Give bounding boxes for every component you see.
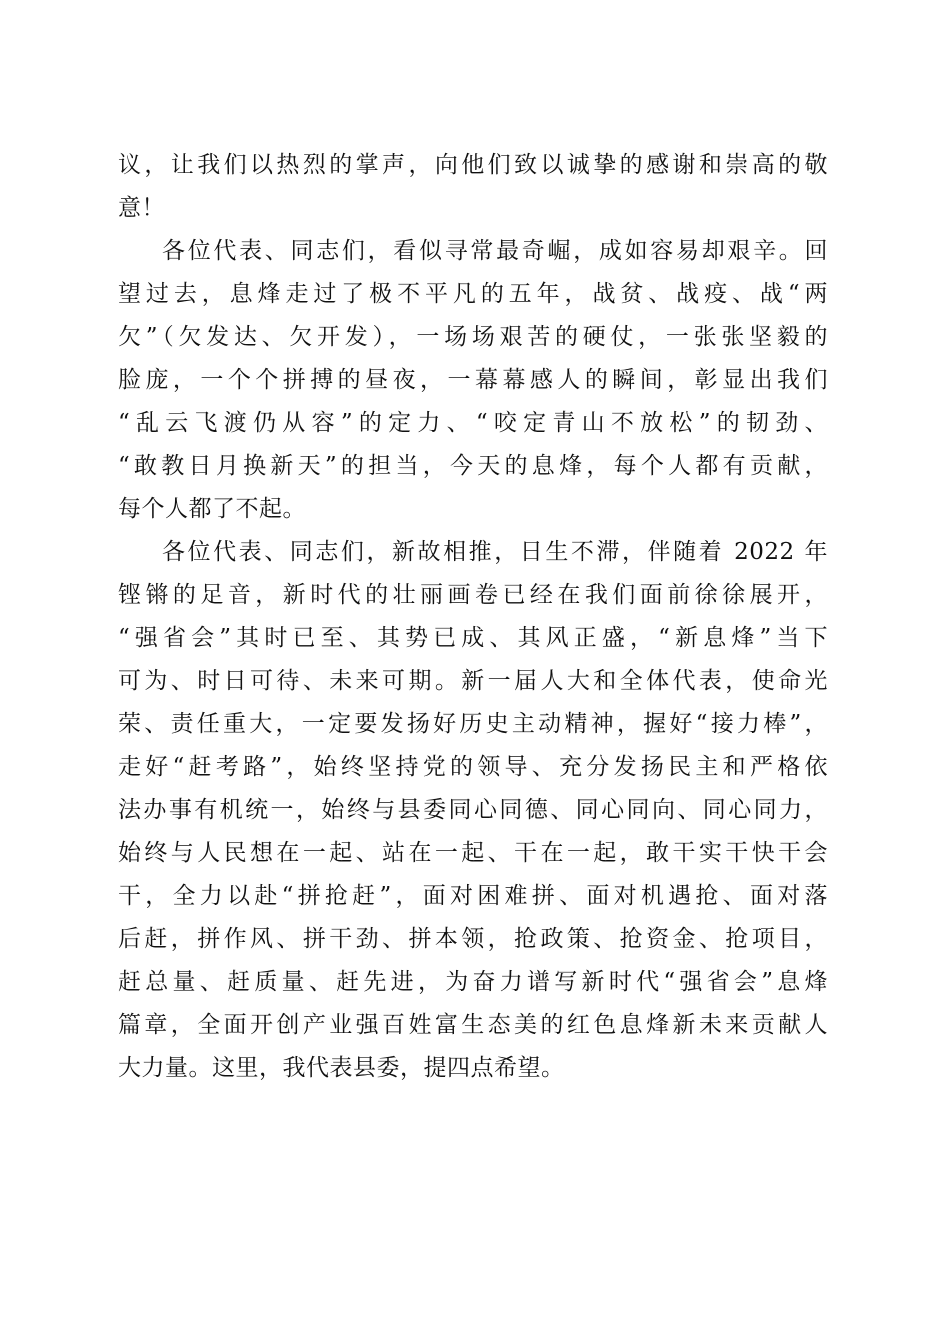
- text-line: “乱云飞渡仍从容”的定力、“咬定青山不放松”的韧劲、: [118, 410, 828, 436]
- text-line: 脸庞，一个个拼搏的昼夜，一幕幕感人的瞬间，彰显出我们: [118, 367, 828, 393]
- text-line: 走好“赶考路”，始终坚持党的领导、充分发扬民主和严格依: [118, 754, 828, 780]
- text-line: 法办事有机统一，始终与县委同心同德、同心同向、同心同力，: [118, 797, 828, 823]
- text-line: 各位代表、同志们，新故相推，日生不滞，伴随着 2022 年: [162, 539, 828, 565]
- text-line: 始终与人民想在一起、站在一起、干在一起，敢干实干快干会: [118, 840, 828, 866]
- text-line: 干，全力以赴“拼抢赶”，面对困难拼、面对机遇抢、面对落: [118, 883, 828, 909]
- text-line: “敢教日月换新天”的担当，今天的息烽，每个人都有贡献，: [118, 453, 828, 479]
- paragraph-1: [118, 145, 828, 231]
- text-line: 铿锵的足音，新时代的壮丽画卷已经在我们面前徐徐展开，: [118, 582, 828, 608]
- paragraph-3: [118, 532, 828, 1091]
- text-line: 每个人都了不起。: [118, 496, 306, 522]
- text-line: 可为、时日可待、未来可期。新一届人大和全体代表，使命光: [118, 668, 828, 694]
- text-line: “强省会”其时已至、其势已成、其风正盛，“新息烽”当下: [118, 625, 828, 651]
- text-line: 赶总量、赶质量、赶先进，为奋力谱写新时代“强省会”息烽: [118, 969, 828, 995]
- paragraph-2: [118, 231, 828, 532]
- text-line: 篇章，全面开创产业强百姓富生态美的红色息烽新未来贡献人: [118, 1012, 828, 1038]
- text-line: 意！: [118, 195, 165, 221]
- text-line: 议，让我们以热烈的掌声，向他们致以诚挚的感谢和崇高的敬: [118, 152, 828, 178]
- document-body: [118, 145, 828, 1091]
- text-line: 欠”（欠发达、欠开发），一场场艰苦的硬仗，一张张坚毅的: [118, 324, 828, 350]
- text-line: 望过去，息烽走过了极不平凡的五年，战贫、战疫、战“两: [118, 281, 828, 307]
- text-line: 各位代表、同志们，看似寻常最奇崛，成如容易却艰辛。回: [162, 238, 828, 264]
- text-line: 后赶，拼作风、拼干劲、拼本领，抢政策、抢资金、抢项目，: [118, 926, 828, 952]
- text-line: 荣、责任重大，一定要发扬好历史主动精神，握好“接力棒”，: [118, 711, 828, 737]
- text-line: 大力量。这里，我代表县委，提四点希望。: [118, 1055, 565, 1081]
